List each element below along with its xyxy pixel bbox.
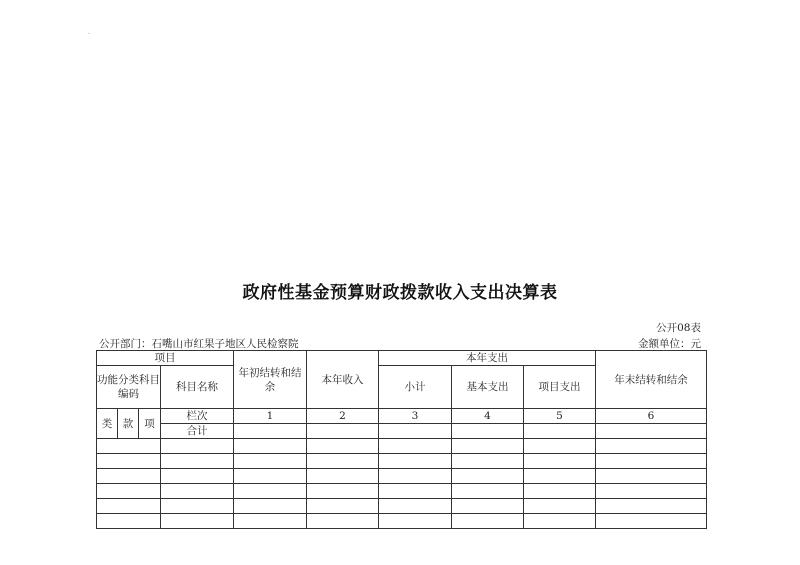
table-cell — [596, 514, 707, 529]
table-cell — [524, 499, 596, 514]
table-row — [97, 439, 707, 454]
header-project-expense: 项目支出 — [524, 366, 596, 409]
table-cell — [97, 484, 161, 499]
table-cell — [161, 439, 234, 454]
department-label: 公开部门：石嘴山市红果子地区人民检察院 — [99, 338, 299, 350]
table-cell — [97, 514, 161, 529]
header-basic-expense: 基本支出 — [452, 366, 524, 409]
header-opening-balance: 年初结转和结余 — [234, 351, 307, 409]
header-class: 类 — [97, 409, 118, 439]
table-cell — [596, 499, 707, 514]
table-cell — [596, 454, 707, 469]
budget-table — [96, 350, 707, 529]
table-row — [97, 469, 707, 484]
header-current-income: 本年收入 — [307, 351, 379, 409]
column-number: 3 — [379, 409, 452, 424]
header-item: 项目 — [97, 351, 234, 366]
column-number: 2 — [307, 409, 379, 424]
table-cell — [379, 454, 452, 469]
column-number: 6 — [596, 409, 707, 424]
table-cell — [307, 424, 379, 439]
amount-unit-label: 金额单位：元 — [638, 338, 701, 350]
table-cell — [161, 514, 234, 529]
table-cell — [234, 439, 307, 454]
header-row-1 — [97, 351, 707, 366]
table-cell — [524, 514, 596, 529]
table-row — [97, 484, 707, 499]
table-row — [97, 514, 707, 529]
table-cell — [452, 514, 524, 529]
table-cell — [234, 514, 307, 529]
page-mark: - — [88, 30, 91, 37]
table-cell — [97, 454, 161, 469]
table-cell — [379, 484, 452, 499]
header-section: 款 — [118, 409, 139, 439]
header-current-expense: 本年支出 — [379, 351, 596, 366]
table-cell — [524, 484, 596, 499]
table-cell — [97, 499, 161, 514]
table-cell — [524, 424, 596, 439]
table-cell — [234, 484, 307, 499]
table-cell — [452, 439, 524, 454]
header-func-code: 功能分类科目编码 — [97, 366, 161, 409]
column-number-row — [97, 409, 707, 424]
document-title: 政府性基金预算财政拨款收入支出决算表 — [242, 283, 558, 303]
table-cell — [596, 424, 707, 439]
total-label: 合计 — [161, 424, 234, 439]
table-cell — [379, 499, 452, 514]
table-cell — [307, 484, 379, 499]
table-cell — [452, 469, 524, 484]
table-cell — [161, 484, 234, 499]
table-cell — [596, 484, 707, 499]
table-cell — [307, 454, 379, 469]
column-number: 1 — [234, 409, 307, 424]
table-cell — [234, 499, 307, 514]
form-number: 公开08表 — [656, 322, 701, 334]
table-cell — [379, 514, 452, 529]
table-cell — [596, 469, 707, 484]
table-cell — [452, 424, 524, 439]
table-cell — [452, 454, 524, 469]
header-subtotal: 小计 — [379, 366, 452, 409]
table-cell — [307, 514, 379, 529]
header-item-code: 项 — [139, 409, 161, 439]
table-cell — [379, 469, 452, 484]
table-cell — [161, 469, 234, 484]
table-row — [97, 499, 707, 514]
table-cell — [234, 469, 307, 484]
table-cell — [234, 454, 307, 469]
table-cell — [524, 469, 596, 484]
table-cell — [97, 469, 161, 484]
table-cell — [161, 499, 234, 514]
table-cell — [452, 499, 524, 514]
table-cell — [379, 424, 452, 439]
column-number: 5 — [524, 409, 596, 424]
table-cell — [307, 499, 379, 514]
table-cell — [307, 469, 379, 484]
column-number: 4 — [452, 409, 524, 424]
table-cell — [97, 439, 161, 454]
header-closing-balance: 年末结转和结余 — [596, 351, 707, 409]
table-cell — [524, 439, 596, 454]
table-cell — [524, 454, 596, 469]
table-cell — [379, 439, 452, 454]
table-cell — [596, 439, 707, 454]
table-cell — [452, 484, 524, 499]
header-subject-name: 科目名称 — [161, 366, 234, 409]
column-index-label: 栏次 — [161, 409, 234, 424]
table-cell — [161, 454, 234, 469]
table-row — [97, 454, 707, 469]
table-cell — [307, 439, 379, 454]
total-row — [97, 424, 707, 439]
table-cell — [234, 424, 307, 439]
